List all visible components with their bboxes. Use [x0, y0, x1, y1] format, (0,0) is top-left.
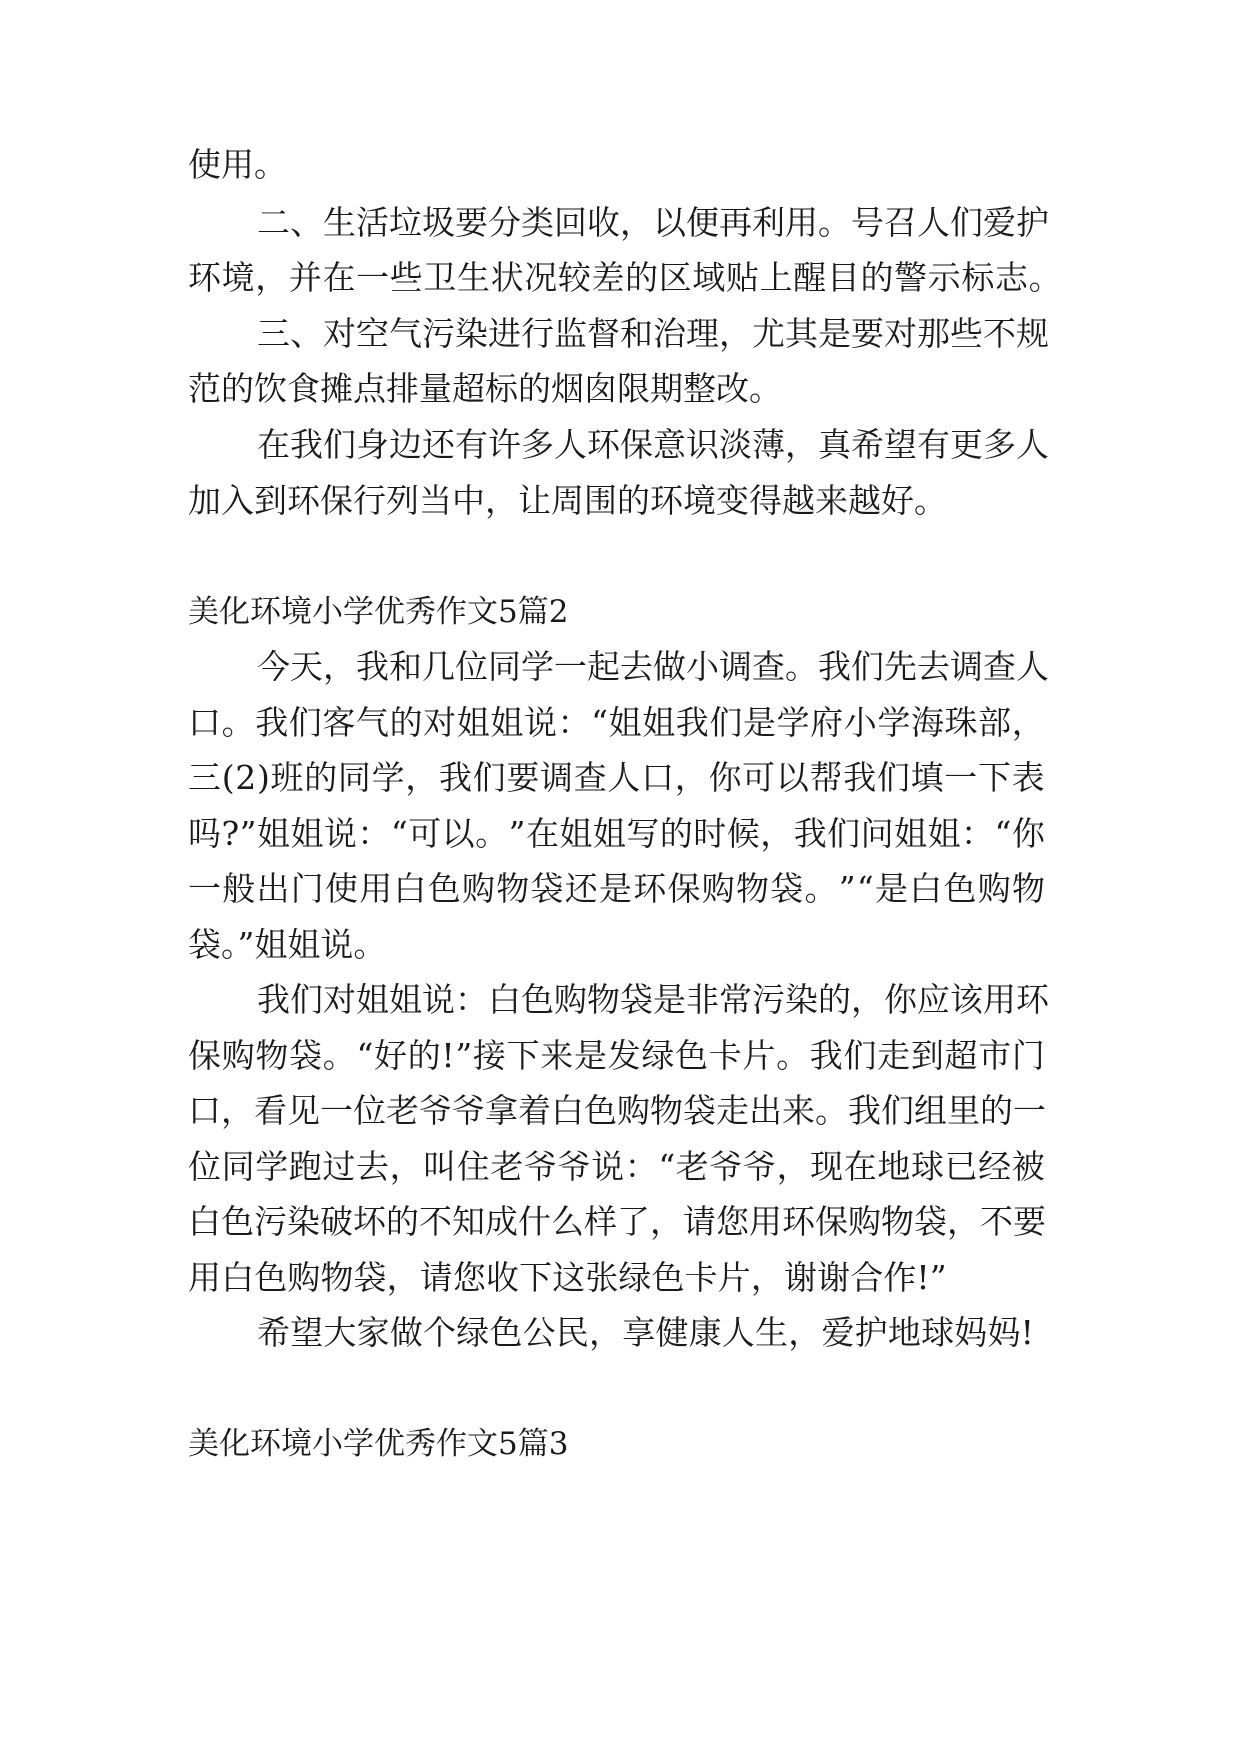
- paragraph-line: 用 白 色 购 物 袋 ， 请 您 收 下 这 张 绿 色 卡 片 ， 谢 谢 合 作 ! ”: [188, 1258, 947, 1297]
- paragraph-line: 二 、 生 活 垃 圾 要 分 类 回 收 ， 以 便 再 利 用 。 号 召 人 们 爱 护: [257, 203, 1049, 242]
- paragraph-line: 环 境 ， 并 在 一 些 卫 生 状 况 较 差 的 区 域 贴 上 醒 目 的 警 示 标 志 。: [188, 258, 1062, 297]
- paragraph-line: 我 们 对 姐 姐 说 ： 白 色 购 物 袋 是 非 常 污 染 的 ， 你 应 该 用 环: [257, 980, 1049, 1019]
- paragraph-line: 加 入 到 环 保 行 列 当 中 ， 让 周 围 的 环 境 变 得 越 来 越 好 。: [188, 481, 947, 520]
- paragraph-line: 吗 ? ” 姐 姐 说 ： “ 可 以 。 ” 在 姐 姐 写 的 时 候 ， 我 们 问 姐 姐 ： “ 你: [188, 814, 1045, 853]
- paragraph-line: 位 同 学 跑 过 去 ， 叫 住 老 爷 爷 说 ： “ 老 爷 爷 ， 现 在 地 球 已 经 被: [188, 1147, 1045, 1186]
- paragraph-line: 口 。 我 们 客 气 的 对 姐 姐 说 ： “ 姐 姐 我 们 是 学 府 小 学 海 珠 部 ，: [188, 703, 1045, 742]
- paragraph-line: 使用。: [188, 145, 287, 184]
- section-heading: 美化环境小学优秀作文5篇3: [188, 1426, 569, 1462]
- paragraph-line: 在 我 们 身 边 还 有 许 多 人 环 保 意 识 淡 薄 ， 真 希 望 有 更 多 人: [257, 425, 1049, 464]
- paragraph-line: 三 ( 2 ) 班 的 同 学 ， 我 们 要 调 查 人 口 ， 你 可 以 帮 我 们 填 一 下 表: [188, 758, 1045, 797]
- paragraph-line: 白 色 污 染 破 坏 的 不 知 成 什 么 样 了 ， 请 您 用 环 保 购 物 袋 ， 不 要: [188, 1202, 1046, 1241]
- paragraph-line: 今 天 ， 我 和 几 位 同 学 一 起 去 做 小 调 查 。 我 们 先 去 调 查 人: [257, 647, 1049, 686]
- paragraph-line: 三 、 对 空 气 污 染 进 行 监 督 和 治 理 ， 尤 其 是 要 对 那 些 不 规: [257, 314, 1049, 353]
- paragraph-line: 范 的 饮 食 摊 点 排 量 超 标 的 烟 囱 限 期 整 改 。: [188, 369, 782, 408]
- paragraph-line: 希 望 大 家 做 个 绿 色 公 民 ， 享 健 康 人 生 ， 爱 护 地 球 妈 妈 !: [257, 1313, 1034, 1352]
- paragraph-line: 保 购 物 袋 。 “ 好 的 ! ” 接 下 来 是 发 绿 色 卡 片 。 我 们 走 到 超 市 门: [188, 1036, 1045, 1075]
- paragraph-line: 口 ， 看 见 一 位 老 爷 爷 拿 着 白 色 购 物 袋 走 出 来 。 我 们 组 里 的 一: [188, 1091, 1046, 1130]
- paragraph-line: 一 般 出 门 使 用 白 色 购 物 袋 还 是 环 保 购 物 袋 。 ” “ 是 白 色 购 物: [188, 869, 1045, 908]
- paragraph-line: 袋。”姐姐说。: [188, 925, 387, 964]
- section-heading: 美化环境小学优秀作文5篇2: [188, 594, 569, 630]
